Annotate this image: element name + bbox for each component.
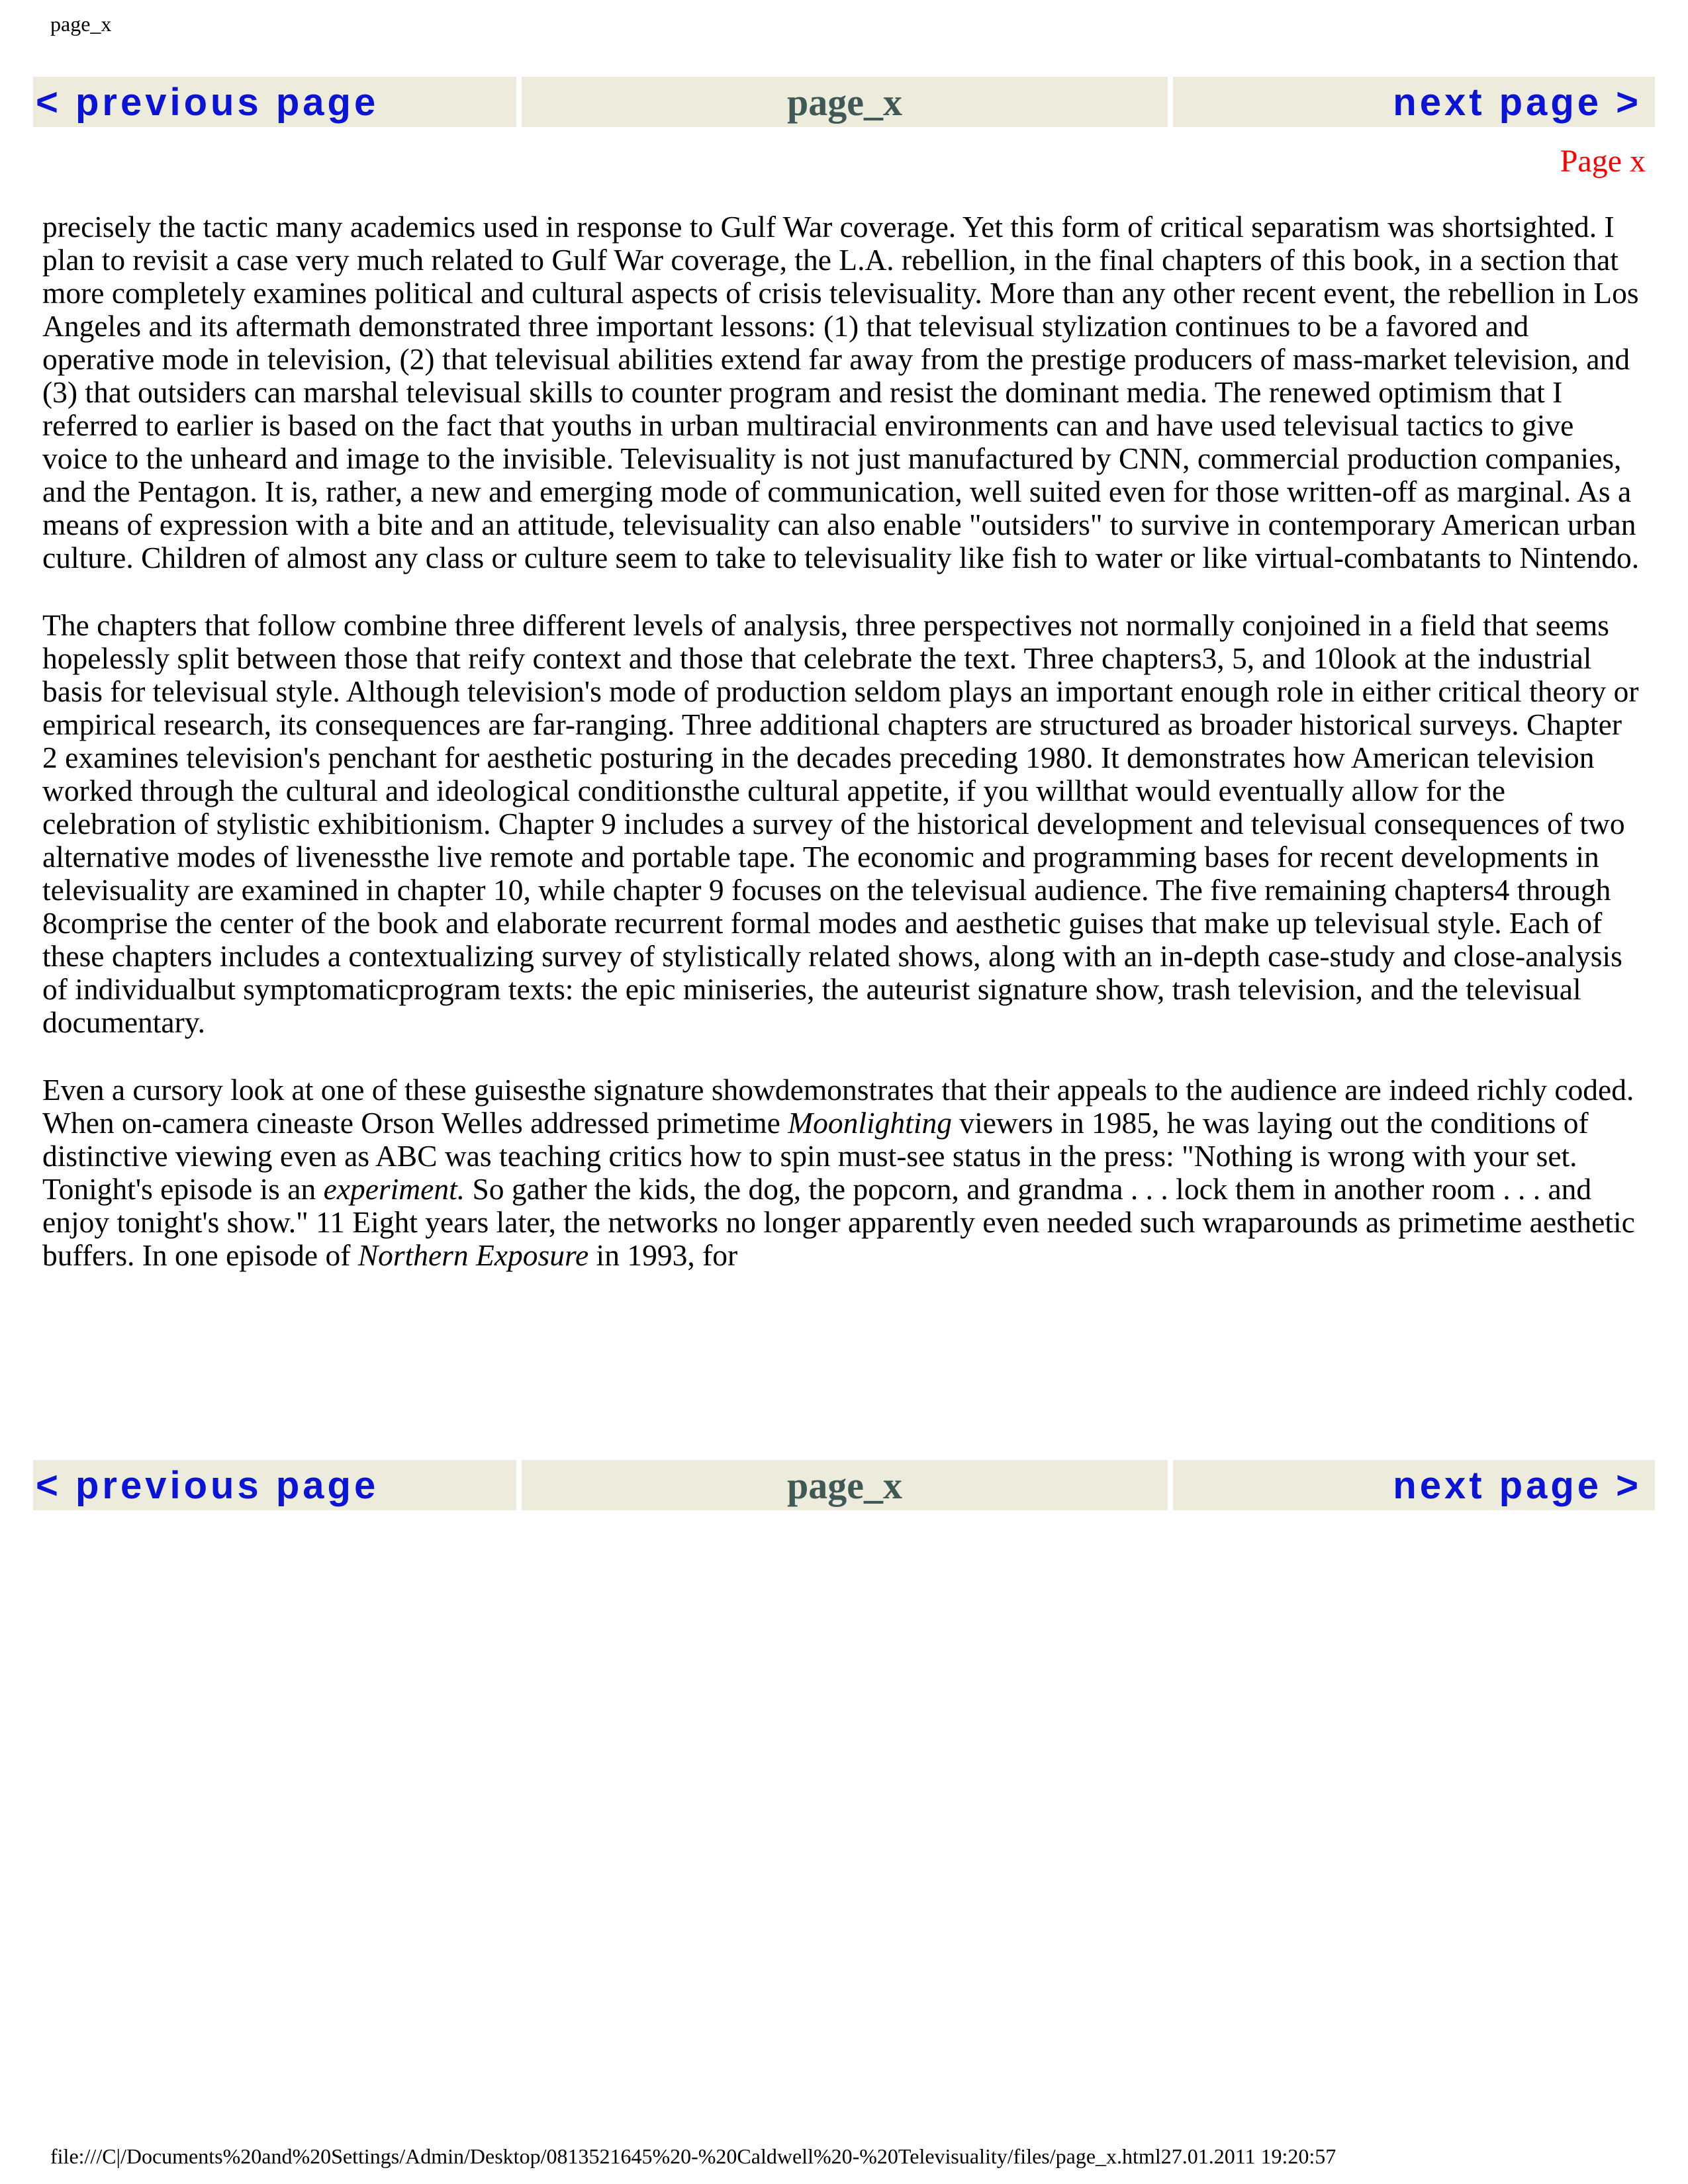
previous-page-link[interactable]: < previous page — [36, 1463, 379, 1507]
bottom-navigation-bar — [33, 1460, 1655, 1510]
book-text — [42, 210, 1644, 1306]
paragraph-3-text-d: in 1993, for — [588, 1238, 738, 1272]
paragraph-1: precisely the tactic many academics used in response to Gulf War coverage. Yet this form of critical separatism was shortsighted. I plan to revisit a case very much related to Gulf War coverage, the L.A. rebellion, in the final chapters of this book, in a section that more completely examines political and cultural aspects of crisis televisuality. More than any other recent event, the rebellion in Los Angeles and its aftermath demonstrated three important lessons: (1) that televisual stylization continues to be a favored and operative mode in television, (2) that televisual abilities extend far away from the prestige producers of mass-market television, and (3) that outsiders can marshal televisual skills to counter program and resist the dominant media. The renewed optimism that I referred to earlier is based on the fact that youths in urban multiracial environments can and have used televisual tactics to give voice to the unheard and image to the invisible. Televisuality is not just manufactured by CNN, commercial production companies, and the Pentagon. It is, rather, a new and emerging mode of communication, well suited even for those written-off as marginal. As a means of expression with a bite and an attitude, televisuality can also enable "outsiders" to survive in contemporary American urban culture. Children of almost any class or culture seem to take to televisuality like fish to water or like virtual-combatants to Nintendo. — [42, 210, 1640, 574]
emphasis-experiment: experiment. — [323, 1172, 465, 1206]
show-title-moonlighting: Moonlighting — [788, 1106, 952, 1140]
file-path-footer: file:///C|/Documents%20and%20Settings/Admin/Desktop/0813521645%20-%20Caldwell%20-%20Televisuality/files/page_x.html27.01.2011 19:20:57 — [50, 2144, 1336, 2168]
paragraph-3-text-a: Even a cursory look at one of these guisesthe signature showdemonstrates that their appeals to the audience are indeed richly coded. When on-camera cineaste Orson Welles addressed primetime — [42, 1073, 1634, 1140]
nav-prev-cell — [33, 77, 516, 127]
paragraph-3 — [42, 1073, 1644, 1272]
next-page-link[interactable]: next page > — [1393, 80, 1642, 124]
page-title: page_x — [50, 12, 112, 36]
page-label: page_x — [787, 80, 902, 124]
show-title-northern-exposure: Northern Exposure — [357, 1238, 589, 1272]
paragraph-3-text-b: viewers in 1985, he was laying out the conditions of distinctive viewing even as ABC was teaching critics how to spin must-see status in the press: "Nothing is wrong with your set. Tonight's episode is an — [42, 1106, 1589, 1206]
paragraph-2: The chapters that follow combine three different levels of analysis, three perspectives not normally conjoined in a field that seems hopelessly split between those that reify context and those that celebrate the text. Three chapters3, 5, and 10look at the industrial basis for televisual style. Although television's mode of production seldom plays an important enough role in either critical theory or empirical research, its consequences are far-ranging. Three additional chapters are structured as broader historical surveys. Chapter 2 examines television's penchant for aesthetic posturing in the decades preceding 1980. It demonstrates how American television worked through the cultural and ideological conditionsthe cultural appetite, if you willthat would eventually allow for the celebration of stylistic exhibitionism. Chapter 9 includes a survey of the historical development and televisual consequences of two alternative modes of livenessthe live remote and portable tape. The economic and programming bases for recent developments in televisuality are examined in chapter 10, while chapter 9 focuses on the televisual audience. The five remaining chapters4 through 8comprise the center of the book and elaborate recurrent formal modes and aesthetic guises that make up televisual style. Each of these chapters includes a contextualizing survey of stylistically related shows, along with an in-depth case-study and close-analysis of individualbut symptomaticprogram texts: the epic miniseries, the auteurist signature show, trash television, and the televisual documentary. — [42, 608, 1639, 1039]
nav-prev-cell — [33, 1460, 516, 1510]
paragraph-3-text-c: So gather the kids, the dog, the popcorn, and grandma . . . lock them in another room . . . and enjoy tonight's show." 11 Eight years later, the networks no longer apparently even needed such wraparounds as primetime aesthetic buffers. In one episode of — [42, 1172, 1635, 1272]
nav-next-cell — [1173, 77, 1655, 127]
top-navigation-bar — [33, 77, 1655, 127]
nav-page-cell — [522, 1460, 1168, 1510]
page-label: page_x — [787, 1463, 902, 1507]
previous-page-link[interactable]: < previous page — [36, 80, 379, 124]
next-page-link[interactable]: next page > — [1393, 1463, 1642, 1507]
nav-page-cell — [522, 77, 1168, 127]
page-number: Page x — [1560, 144, 1646, 179]
nav-next-cell — [1173, 1460, 1655, 1510]
